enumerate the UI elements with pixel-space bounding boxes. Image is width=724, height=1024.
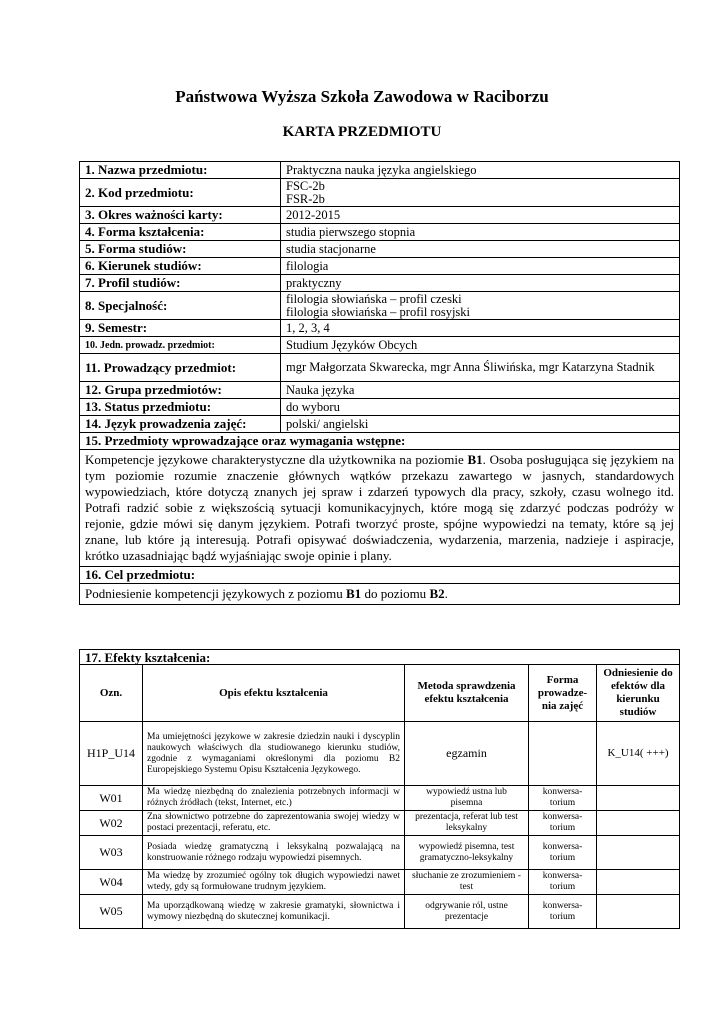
outcome-row bbox=[80, 786, 680, 811]
outcome-code: H1P_U14 bbox=[80, 722, 143, 786]
outcome-method: prezentacja, referat lub test leksykalny bbox=[405, 811, 529, 836]
outcome-desc: Zna słownictwo potrzebne do zaprezentowania swojej wiedzy w postaci prezentacji, referatu, etc. bbox=[143, 811, 405, 836]
outcome-code: W05 bbox=[80, 895, 143, 929]
field-value-line: studia stacjonarne bbox=[286, 241, 376, 256]
outcome-ref bbox=[597, 836, 680, 870]
section-16-body-row bbox=[80, 584, 680, 605]
section-15-heading-row bbox=[80, 433, 680, 450]
outcomes-column-header: Forma prowadze-nia zajęć bbox=[529, 665, 597, 722]
outcome-row bbox=[80, 870, 680, 895]
section-15-heading: 15. Przedmioty wprowadzające oraz wymagania wstępne: bbox=[80, 433, 680, 450]
field-value-line: Studium Języków Obcych bbox=[286, 337, 418, 352]
outcome-ref bbox=[597, 895, 680, 929]
outcomes-header-row bbox=[80, 665, 680, 722]
field-label: 4. Forma kształcenia: bbox=[80, 224, 281, 241]
field-value-line: mgr Małgorzata Skwarecka, mgr Anna Śliwińska, mgr Katarzyna Stadnik bbox=[286, 360, 655, 374]
info-row bbox=[80, 320, 680, 337]
field-value-line: Praktyczna nauka języka angielskiego bbox=[286, 162, 477, 177]
outcomes-column-header: Opis efektu kształcenia bbox=[143, 665, 405, 722]
outcome-form: konwersa-torium bbox=[529, 895, 597, 929]
outcome-ref bbox=[597, 811, 680, 836]
info-row bbox=[80, 207, 680, 224]
section-15-body-row bbox=[80, 450, 680, 567]
field-value bbox=[281, 354, 680, 382]
field-label: 5. Forma studiów: bbox=[80, 241, 281, 258]
field-value-line: 2012-2015 bbox=[286, 207, 341, 222]
field-value-line: studia pierwszego stopnia bbox=[286, 224, 416, 239]
field-value-line: FSC-2b bbox=[286, 178, 325, 193]
field-value-line: do wyboru bbox=[286, 399, 340, 414]
outcome-method: wypowiedź pisemna, test gramatyczno-leksykalny bbox=[405, 836, 529, 870]
info-row bbox=[80, 337, 680, 354]
field-label: 8. Specjalność: bbox=[80, 292, 281, 320]
field-label: 12. Grupa przedmiotów: bbox=[80, 382, 281, 399]
field-label: 14. Język prowadzenia zajęć: bbox=[80, 416, 281, 433]
section-16-text: Podniesienie kompetencji językowych z poziomu B1 do poziomu B2. bbox=[80, 584, 680, 605]
outcome-ref: K_U14( +++) bbox=[597, 722, 680, 786]
outcome-form: konwersa-torium bbox=[529, 836, 597, 870]
outcome-desc: Ma wiedzę by zrozumieć ogólny tok długich wypowiedzi nawet wtedy, gdy są formułowane trudnym językiem. bbox=[143, 870, 405, 895]
field-value bbox=[281, 179, 680, 207]
outcome-code: W04 bbox=[80, 870, 143, 895]
section-17-heading-row bbox=[80, 650, 680, 665]
outcome-code: W01 bbox=[80, 786, 143, 811]
field-label: 6. Kierunek studiów: bbox=[80, 258, 281, 275]
field-label: 2. Kod przedmiotu: bbox=[80, 179, 281, 207]
info-row bbox=[80, 416, 680, 433]
section-15-text: Kompetencje językowe charakterystyczne dla użytkownika na poziomie B1. Osoba posługująca się językiem na tym poziomie rozumie znaczenie głównych wątków przekazu zawartego w jasnych, standardowych wypowiedziach, które dotyczą znanych jej spraw i zdarzeń typowych dla pracy, szkoły, czasu wolnego itd. Potrafi radzić sobie z większością sytuacji komunikacyjnych, które mogą się zdarzyć podczas podróży w rejonie, gdzie mówi się danym językiem. Potrafi tworzyć proste, spójne wypowiedzi na tematy, które są jej znane, lub które ją interesują. Potrafi opisywać doświadczenia, wydarzenia, marzenia, nadzieje i aspiracje, krótko uzasadniając bądź wyjaśniając swoje opinie i plany. bbox=[80, 450, 680, 567]
field-value bbox=[281, 416, 680, 433]
field-value bbox=[281, 337, 680, 354]
learning-outcomes-table bbox=[79, 649, 680, 929]
outcome-code: W03 bbox=[80, 836, 143, 870]
field-label: 13. Status przedmiotu: bbox=[80, 399, 281, 416]
field-value bbox=[281, 258, 680, 275]
outcome-row bbox=[80, 836, 680, 870]
outcomes-column-header: Odniesienie do efektów dla kierunku studiów bbox=[597, 665, 680, 722]
outcome-form bbox=[529, 722, 597, 786]
info-row bbox=[80, 162, 680, 179]
info-row bbox=[80, 354, 680, 382]
field-value bbox=[281, 224, 680, 241]
field-label: 1. Nazwa przedmiotu: bbox=[80, 162, 281, 179]
field-label: 9. Semestr: bbox=[80, 320, 281, 337]
field-value bbox=[281, 382, 680, 399]
field-label: 7. Profil studiów: bbox=[80, 275, 281, 292]
field-value bbox=[281, 399, 680, 416]
outcome-form: konwersa-torium bbox=[529, 786, 597, 811]
field-value-line: filologia słowiańska – profil czeski bbox=[286, 291, 462, 306]
outcome-method: wypowiedź ustna lub pisemna bbox=[405, 786, 529, 811]
section-17-heading: 17. Efekty kształcenia: bbox=[80, 650, 680, 665]
field-value bbox=[281, 207, 680, 224]
outcome-desc: Ma uporządkowaną wiedzę w zakresie gramatyki, słownictwa i wymowy niezbędną do skutecznej komunikacji. bbox=[143, 895, 405, 929]
outcome-form: konwersa-torium bbox=[529, 811, 597, 836]
field-value bbox=[281, 275, 680, 292]
info-row bbox=[80, 399, 680, 416]
outcome-row bbox=[80, 722, 680, 786]
outcome-form: konwersa-torium bbox=[529, 870, 597, 895]
outcome-ref bbox=[597, 786, 680, 811]
field-value-line: praktyczny bbox=[286, 275, 342, 290]
field-value-line: 1, 2, 3, 4 bbox=[286, 320, 330, 335]
field-value-line: filologia bbox=[286, 258, 329, 273]
info-row bbox=[80, 241, 680, 258]
outcome-row bbox=[80, 895, 680, 929]
outcome-method: słuchanie ze zrozumieniem - test bbox=[405, 870, 529, 895]
outcome-row bbox=[80, 811, 680, 836]
section-16-heading-row bbox=[80, 567, 680, 584]
field-value bbox=[281, 241, 680, 258]
institution-title: Państwowa Wyższa Szkoła Zawodowa w Raciborzu bbox=[175, 87, 549, 106]
course-info-table bbox=[79, 161, 680, 605]
field-value-line: Nauka języka bbox=[286, 382, 355, 397]
field-value bbox=[281, 162, 680, 179]
field-value-line: polski/ angielski bbox=[286, 416, 369, 431]
outcome-code: W02 bbox=[80, 811, 143, 836]
field-label: 10. Jedn. prowadz. przedmiot: bbox=[80, 337, 281, 354]
field-value bbox=[281, 292, 680, 320]
section-16-heading: 16. Cel przedmiotu: bbox=[80, 567, 680, 584]
outcome-desc: Ma umiejętności językowe w zakresie dziedzin nauki i dyscyplin naukowych właściwych dla studiowanego kierunku studiów, zgodnie z wymaganiami określonymi dla poziomu B2 Europejskiego Systemu Opisu Kształcenia Językowego. bbox=[143, 722, 405, 786]
outcome-ref bbox=[597, 870, 680, 895]
field-label: 3. Okres ważności karty: bbox=[80, 207, 281, 224]
outcomes-column-header: Ozn. bbox=[80, 665, 143, 722]
outcome-method: egzamin bbox=[405, 722, 529, 786]
outcome-desc: Posiada wiedzę gramatyczną i leksykalną pozwalającą na konstruowanie różnego rodzaju wypowiedzi pisemnych. bbox=[143, 836, 405, 870]
outcome-desc: Ma wiedzę niezbędną do znalezienia potrzebnych informacji w różnych źródłach (tekst, Internet, etc.) bbox=[143, 786, 405, 811]
level-b1: B1 bbox=[467, 452, 483, 467]
info-row bbox=[80, 292, 680, 320]
outcomes-column-header: Metoda sprawdzenia efektu kształcenia bbox=[405, 665, 529, 722]
field-value-line: filologia słowiańska – profil rosyjski bbox=[286, 304, 471, 319]
field-value-line: FSR-2b bbox=[286, 191, 325, 206]
outcome-method: odgrywanie ról, ustne prezentacje bbox=[405, 895, 529, 929]
info-row bbox=[80, 382, 680, 399]
info-row bbox=[80, 258, 680, 275]
document-title: KARTA PRZEDMIOTU bbox=[282, 124, 442, 140]
field-label: 11. Prowadzący przedmiot: bbox=[80, 354, 281, 382]
info-row bbox=[80, 275, 680, 292]
info-row bbox=[80, 179, 680, 207]
field-value bbox=[281, 320, 680, 337]
info-row bbox=[80, 224, 680, 241]
